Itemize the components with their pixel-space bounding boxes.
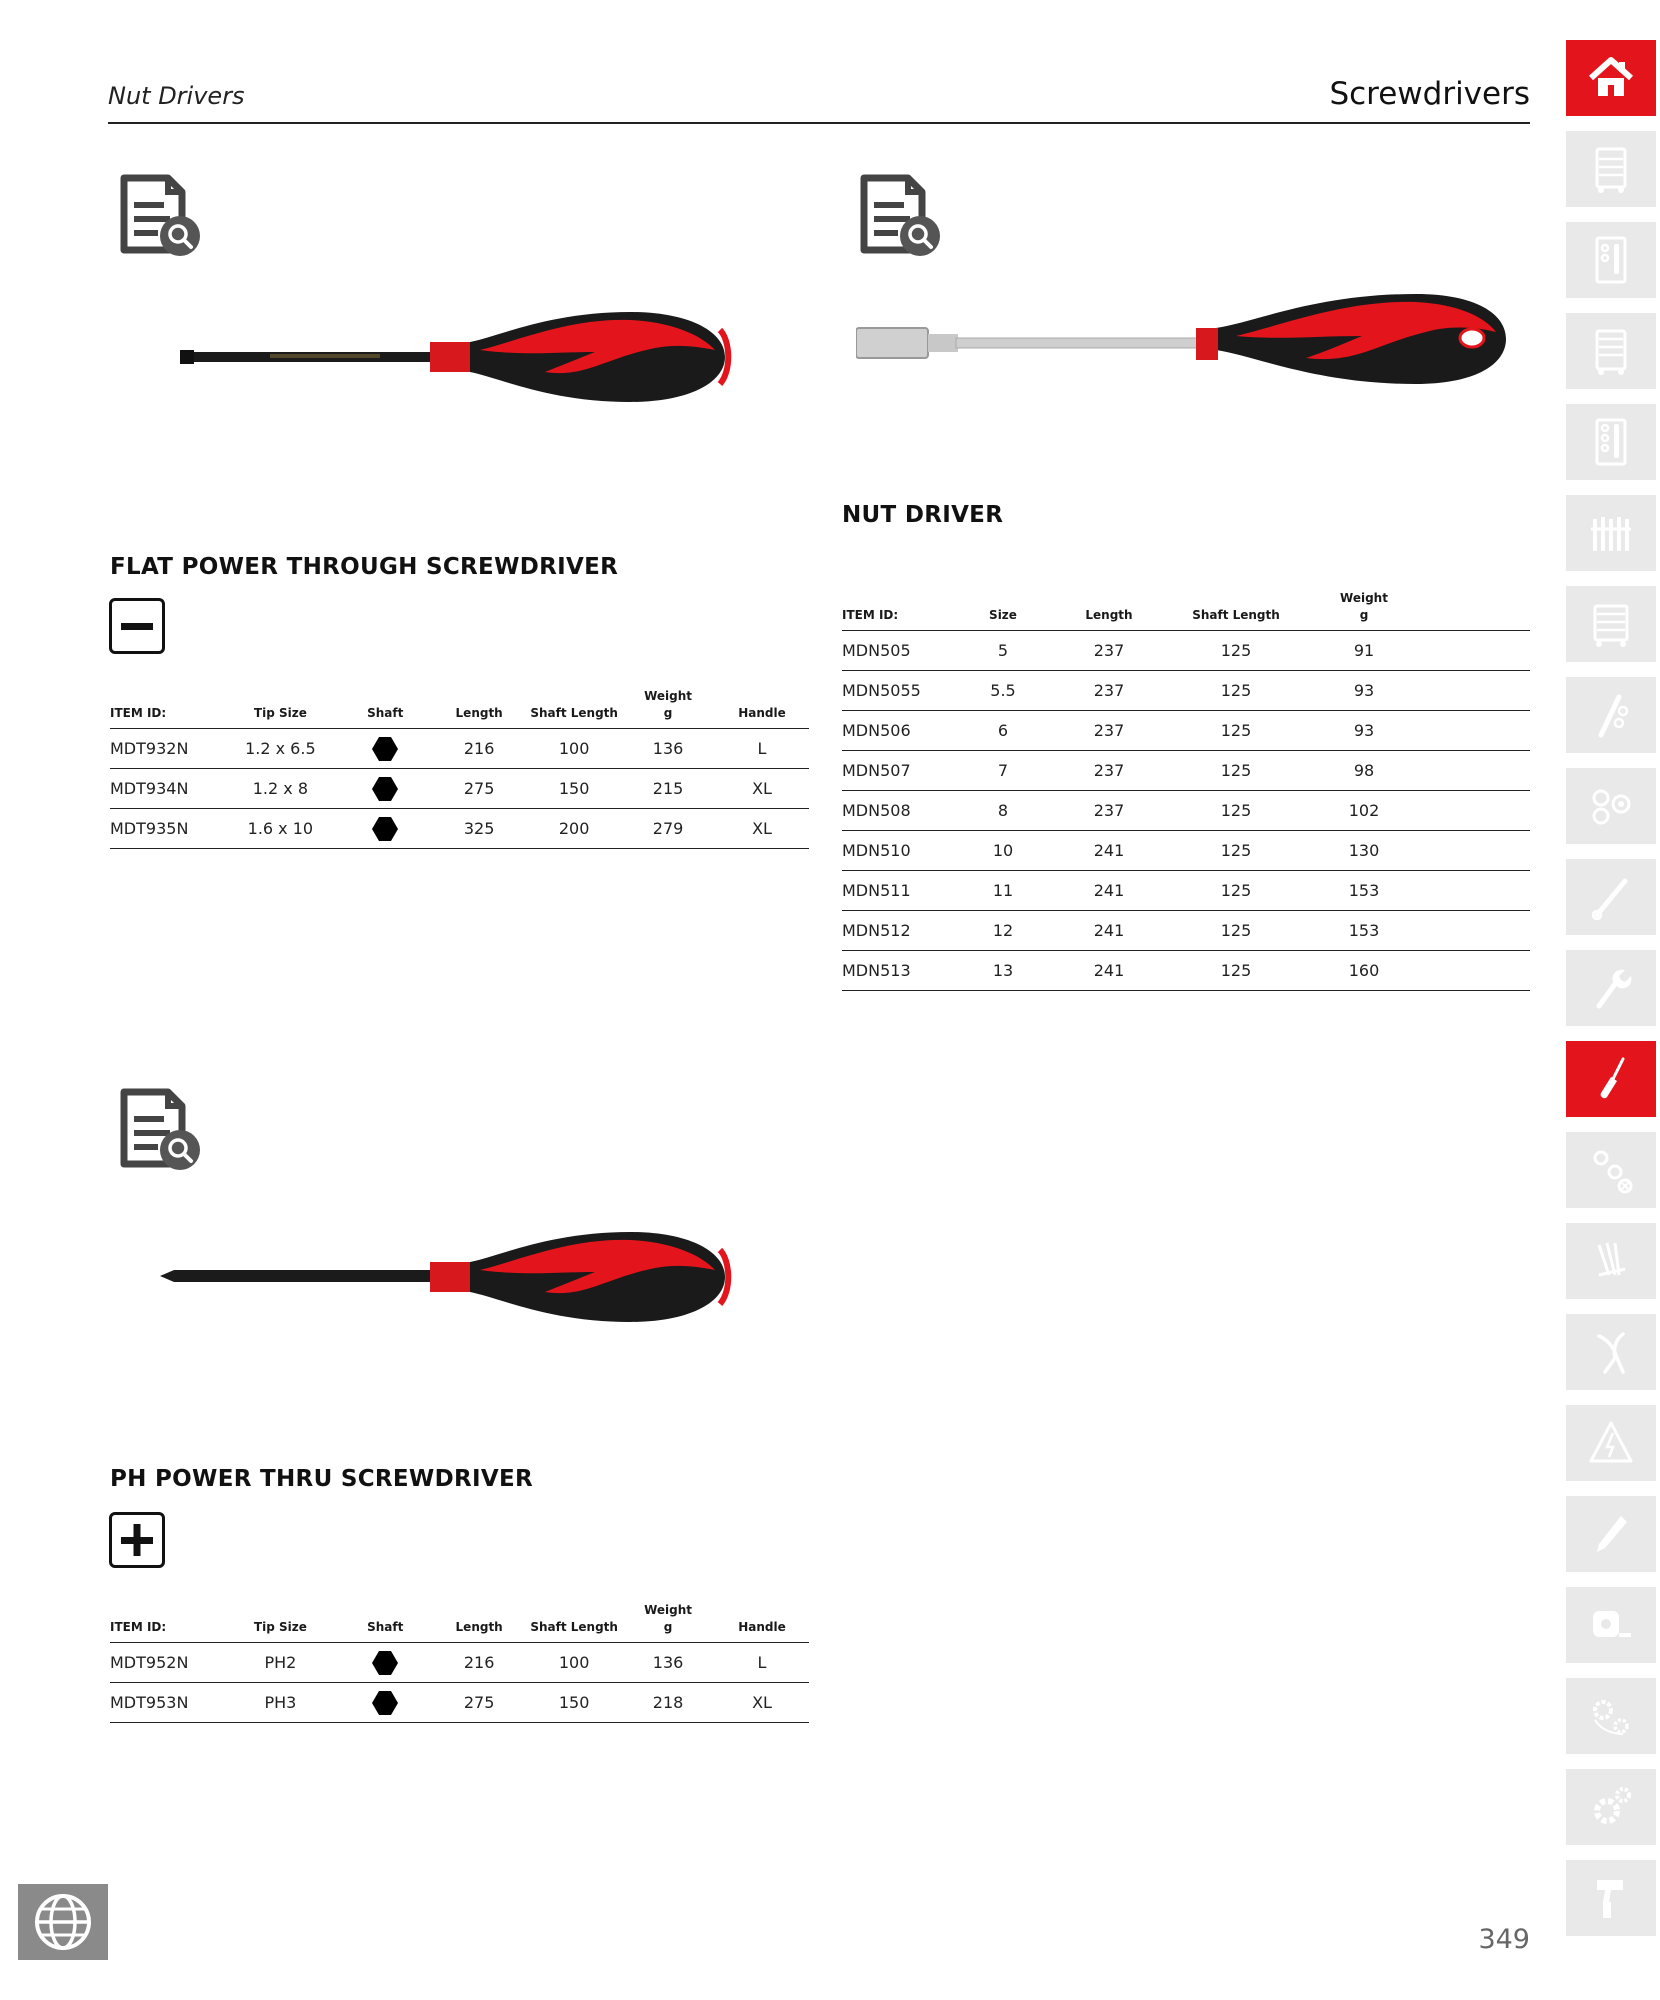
weight: 91	[1304, 631, 1424, 671]
sidebar-tab-wrenches[interactable]	[1566, 950, 1656, 1026]
ph-spec-table	[110, 1602, 809, 1723]
size: 5	[956, 631, 1050, 671]
shaft-length: 200	[527, 809, 621, 849]
column-header: Tip Size	[221, 1602, 339, 1643]
column-header: Shaft	[339, 688, 431, 729]
page-number: 349	[1478, 1924, 1530, 1955]
weight: 93	[1304, 671, 1424, 711]
column-header: Length	[431, 1602, 527, 1643]
electrical-warning-icon	[1585, 1417, 1637, 1469]
shaft-length: 125	[1168, 871, 1304, 911]
section-title: Screwdrivers	[1329, 76, 1530, 112]
column-header: ITEM ID:	[110, 688, 221, 729]
website-globe-button[interactable]	[18, 1884, 108, 1960]
length: 216	[431, 729, 527, 769]
item-id: MDN507	[842, 751, 956, 791]
screwdriver-icon	[1585, 1053, 1637, 1105]
section-subtitle: Nut Drivers	[108, 82, 245, 110]
column-header: Weight g	[621, 1602, 715, 1643]
home-icon	[1585, 52, 1637, 104]
size: 8	[956, 791, 1050, 831]
tip-size: PH3	[221, 1683, 339, 1723]
item-id: MDT935N	[110, 809, 221, 849]
sidebar-tab-automotive[interactable]	[1566, 1678, 1656, 1754]
table-row	[842, 951, 1530, 991]
item-id: MDN512	[842, 911, 956, 951]
weight: 279	[621, 809, 715, 849]
item-id: MDN506	[842, 711, 956, 751]
column-header: ITEM ID:	[110, 1602, 221, 1643]
column-header: Handle	[715, 1602, 809, 1643]
column-header: Shaft Length	[527, 1602, 621, 1643]
item-id: MDT953N	[110, 1683, 221, 1723]
nut-driver-image	[856, 290, 1536, 404]
weight: 93	[1304, 711, 1424, 751]
weight: 160	[1304, 951, 1424, 991]
table-row	[842, 831, 1530, 871]
column-header: Shaft Length	[527, 688, 621, 729]
item-id: MDN5055	[842, 671, 956, 711]
weight: 218	[621, 1683, 715, 1723]
shaft-length: 125	[1168, 671, 1304, 711]
weight: 153	[1304, 871, 1424, 911]
document-search-icon[interactable]	[850, 166, 946, 262]
shaft-cell	[339, 1683, 431, 1723]
shaft-cell	[339, 729, 431, 769]
hex-shaft-icon	[371, 775, 399, 803]
size: 12	[956, 911, 1050, 951]
sidebar-tab-power-tools[interactable]	[1566, 1860, 1656, 1936]
tip-size: 1.6 x 10	[221, 809, 339, 849]
tape-measure-icon	[1585, 1599, 1637, 1651]
pliers-icon	[1585, 1326, 1637, 1378]
sidebar-tab-hex-keys[interactable]	[1566, 1223, 1656, 1299]
sidebar-tab-home[interactable]	[1566, 40, 1656, 116]
length: 237	[1050, 631, 1168, 671]
minus-icon	[109, 598, 165, 654]
handle: XL	[715, 809, 809, 849]
size: 10	[956, 831, 1050, 871]
product-title: FLAT POWER THROUGH SCREWDRIVER	[110, 554, 619, 580]
shaft-length: 150	[527, 1683, 621, 1723]
flat-screwdriver-image	[180, 300, 740, 414]
sidebar-tab-socket-sets[interactable]	[1566, 768, 1656, 844]
shaft-length: 125	[1168, 951, 1304, 991]
length: 241	[1050, 871, 1168, 911]
column-header: Tip Size	[221, 688, 339, 729]
tool-trolley-icon	[1585, 143, 1637, 195]
length: 275	[431, 1683, 527, 1723]
shaft-length: 125	[1168, 631, 1304, 671]
document-search-icon[interactable]	[110, 1080, 206, 1176]
wrench-icon	[1585, 962, 1637, 1014]
hex-shaft-icon	[371, 815, 399, 843]
column-header: Weight g	[621, 688, 715, 729]
tip-size: 1.2 x 6.5	[221, 729, 339, 769]
table-row	[842, 631, 1530, 671]
shaft-length: 125	[1168, 911, 1304, 951]
column-header: Handle	[715, 688, 809, 729]
table-row	[842, 791, 1530, 831]
item-id: MDT934N	[110, 769, 221, 809]
flat-spec-table	[110, 688, 809, 849]
plus-icon	[109, 1512, 165, 1568]
table-row	[842, 871, 1530, 911]
knife-icon	[1585, 1508, 1637, 1560]
sidebar-tab-bits[interactable]	[1566, 1132, 1656, 1208]
length: 241	[1050, 831, 1168, 871]
table-row	[842, 671, 1530, 711]
sidebar-tab-screwdrivers[interactable]	[1566, 1041, 1656, 1117]
length: 237	[1050, 671, 1168, 711]
gear-icon	[1585, 1781, 1637, 1833]
item-id: MDN511	[842, 871, 956, 911]
item-id: MDN508	[842, 791, 956, 831]
item-id: MDN513	[842, 951, 956, 991]
sidebar-tab-cutting[interactable]	[1566, 1496, 1656, 1572]
header-divider	[108, 122, 1530, 124]
shaft-length: 125	[1168, 751, 1304, 791]
weight: 136	[621, 729, 715, 769]
column-header	[1424, 590, 1530, 631]
length: 325	[431, 809, 527, 849]
sidebar-tab-electrical[interactable]	[1566, 1405, 1656, 1481]
shaft-cell	[339, 1643, 431, 1683]
table-row	[842, 911, 1530, 951]
column-header: Shaft Length	[1168, 590, 1304, 631]
sidebar-tab-tool-tray[interactable]	[1566, 222, 1656, 298]
globe-icon	[31, 1890, 95, 1954]
size: 11	[956, 871, 1050, 911]
sidebar-tab-tool-sets[interactable]	[1566, 495, 1656, 571]
shaft-length: 100	[527, 729, 621, 769]
table-row	[110, 1683, 809, 1723]
tool-tray-icon	[1585, 234, 1637, 286]
document-search-icon[interactable]	[110, 166, 206, 262]
length: 216	[431, 1643, 527, 1683]
length: 275	[431, 769, 527, 809]
hex-shaft-icon	[371, 735, 399, 763]
weight: 136	[621, 1643, 715, 1683]
bits-icon	[1585, 1144, 1637, 1196]
column-header: Weight g	[1304, 590, 1424, 631]
column-header: Size	[956, 590, 1050, 631]
product-title: NUT DRIVER	[842, 502, 1004, 528]
item-id: MDN505	[842, 631, 956, 671]
column-header: Length	[431, 688, 527, 729]
size: 6	[956, 711, 1050, 751]
table-row	[110, 1643, 809, 1683]
tip-size: PH2	[221, 1643, 339, 1683]
shaft-length: 125	[1168, 791, 1304, 831]
hex-keys-icon	[1585, 1235, 1637, 1287]
handle: XL	[715, 1683, 809, 1723]
size: 5.5	[956, 671, 1050, 711]
length: 237	[1050, 751, 1168, 791]
sidebar-tab-pliers[interactable]	[1566, 1314, 1656, 1390]
table-row	[842, 751, 1530, 791]
product-title: PH POWER THRU SCREWDRIVER	[110, 1466, 533, 1492]
weight: 130	[1304, 831, 1424, 871]
length: 237	[1050, 791, 1168, 831]
socket-set-icon	[1585, 780, 1637, 832]
shaft-cell	[339, 769, 431, 809]
sidebar-tab-storage[interactable]	[1566, 586, 1656, 662]
handle: L	[715, 729, 809, 769]
item-id: MDT932N	[110, 729, 221, 769]
ph-screwdriver-image	[160, 1218, 740, 1332]
tool-modules-icon	[1585, 416, 1637, 468]
sidebar-tab-sockets[interactable]	[1566, 677, 1656, 753]
length: 241	[1050, 911, 1168, 951]
nut-driver-spec-table	[842, 590, 1530, 991]
sidebar-tab-roller-cabinet[interactable]	[1566, 313, 1656, 389]
size: 13	[956, 951, 1050, 991]
sidebar-tab-tool-modules[interactable]	[1566, 404, 1656, 480]
sidebar-tab-workshop[interactable]	[1566, 1769, 1656, 1845]
length: 241	[1050, 951, 1168, 991]
hex-shaft-icon	[371, 1689, 399, 1717]
sidebar-tab-tool-trolley[interactable]	[1566, 131, 1656, 207]
table-row	[110, 769, 809, 809]
table-row	[110, 809, 809, 849]
gears-chain-icon	[1585, 1690, 1637, 1742]
weight: 102	[1304, 791, 1424, 831]
column-header: ITEM ID:	[842, 590, 956, 631]
tool-sets-icon	[1585, 507, 1637, 559]
storage-icon	[1585, 598, 1637, 650]
item-id: MDT952N	[110, 1643, 221, 1683]
length: 237	[1050, 711, 1168, 751]
torque-wrench-icon	[1585, 871, 1637, 923]
shaft-cell	[339, 809, 431, 849]
size: 7	[956, 751, 1050, 791]
handle: XL	[715, 769, 809, 809]
drill-icon	[1585, 1872, 1637, 1924]
roller-cabinet-icon	[1585, 325, 1637, 377]
shaft-length: 100	[527, 1643, 621, 1683]
weight: 153	[1304, 911, 1424, 951]
handle: L	[715, 1643, 809, 1683]
column-header: Length	[1050, 590, 1168, 631]
shaft-length: 125	[1168, 711, 1304, 751]
column-header: Shaft	[339, 1602, 431, 1643]
table-row	[110, 729, 809, 769]
shaft-length: 125	[1168, 831, 1304, 871]
sidebar-tab-torque[interactable]	[1566, 859, 1656, 935]
socket-wrench-icon	[1585, 689, 1637, 741]
item-id: MDN510	[842, 831, 956, 871]
sidebar-tab-measuring[interactable]	[1566, 1587, 1656, 1663]
shaft-length: 150	[527, 769, 621, 809]
table-row	[842, 711, 1530, 751]
tip-size: 1.2 x 8	[221, 769, 339, 809]
weight: 215	[621, 769, 715, 809]
hex-shaft-icon	[371, 1649, 399, 1677]
weight: 98	[1304, 751, 1424, 791]
